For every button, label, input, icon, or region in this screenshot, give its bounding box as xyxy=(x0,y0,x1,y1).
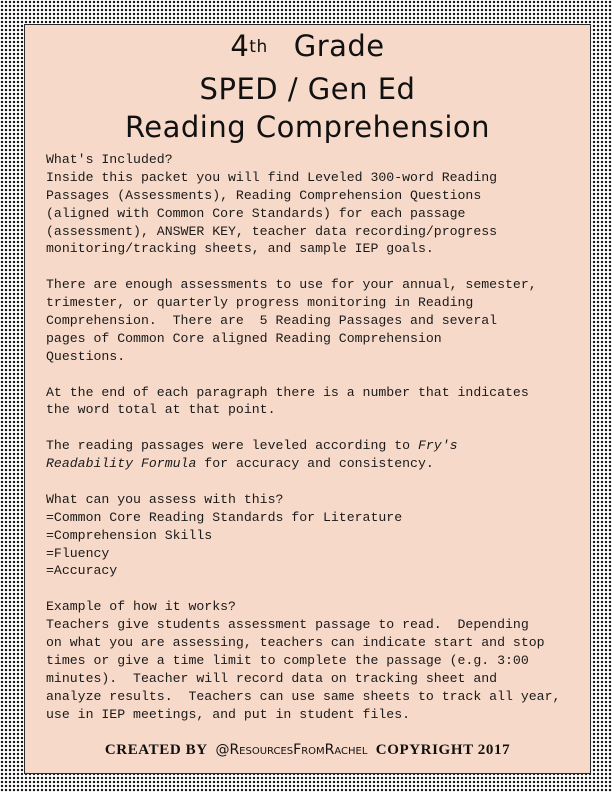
leveled-text: The reading passages were leveled according to xyxy=(46,438,418,454)
grade-number: 4 xyxy=(230,29,250,63)
wordtotal-line: the word total at that point. xyxy=(46,402,276,418)
included-line: Inside this packet you will find Leveled 300-word Reading xyxy=(46,169,498,185)
included-line: (aligned with Common Core Standards) for each passage xyxy=(46,205,466,221)
assessments-line: pages of Common Core aligned Reading Comprehension xyxy=(46,330,442,346)
assessments-line: Comprehension. There are 5 Reading Passages and several xyxy=(46,313,498,329)
footer-credit xyxy=(25,742,590,759)
example-heading: Example of how it works? xyxy=(46,599,236,615)
grade-superscript: th xyxy=(249,37,268,57)
leveled-text: for accuracy and consistency. xyxy=(196,456,434,472)
frys-italic: Fry's xyxy=(417,438,458,454)
assessments-line: trimester, or quarterly progress monitoring in Reading xyxy=(46,295,474,311)
title-sped: SPED / Gen Ed xyxy=(199,72,416,106)
grade-word: Grade xyxy=(293,29,385,63)
copyright-label: COPYRIGHT 2017 xyxy=(375,742,511,758)
assess-item: =Common Core Reading Standards for Literature xyxy=(46,509,403,525)
created-by-label: CREATED BY xyxy=(104,742,208,758)
content-panel xyxy=(24,24,591,774)
title-grade xyxy=(25,27,590,70)
description-body xyxy=(46,151,586,724)
leveled-line xyxy=(46,437,586,455)
leveled-line xyxy=(46,455,586,473)
assess-item: =Fluency xyxy=(46,545,110,561)
formula-italic: Readability Formula xyxy=(46,456,197,472)
example-line: minutes). Teacher will record data on tracking sheet and xyxy=(46,670,498,686)
title-block xyxy=(25,27,590,146)
assessments-line: Questions. xyxy=(46,348,126,364)
example-line: Teachers give students assessment passage to read. Depending xyxy=(46,617,529,633)
included-heading: What's Included? xyxy=(46,152,173,167)
author-handle: @ResourcesFromRachel xyxy=(215,742,368,758)
included-line: monitoring/tracking sheets, and sample IEP goals. xyxy=(46,241,434,257)
assess-heading: What can you assess with this? xyxy=(46,491,284,507)
example-line: on what you are assessing, teachers can indicate start and stop xyxy=(46,635,545,651)
included-line: (assessment), ANSWER KEY, teacher data recording/progress xyxy=(46,223,498,239)
example-line: analyze results. Teachers can use same sheets to track all year, xyxy=(46,688,561,704)
title-reading: Reading Comprehension xyxy=(124,110,491,144)
example-line: times or give a time limit to complete the passage (e.g. 3:00 xyxy=(46,652,529,668)
assess-item: =Comprehension Skills xyxy=(46,527,213,543)
wordtotal-line: At the end of each paragraph there is a number that indicates xyxy=(46,384,529,400)
assessments-line: There are enough assessments to use for your annual, semester, xyxy=(46,277,537,293)
example-line: use in IEP meetings, and put in student files. xyxy=(46,706,411,722)
included-line: Passages (Assessments), Reading Comprehension Questions xyxy=(46,187,482,203)
assess-item: =Accuracy xyxy=(46,563,118,579)
